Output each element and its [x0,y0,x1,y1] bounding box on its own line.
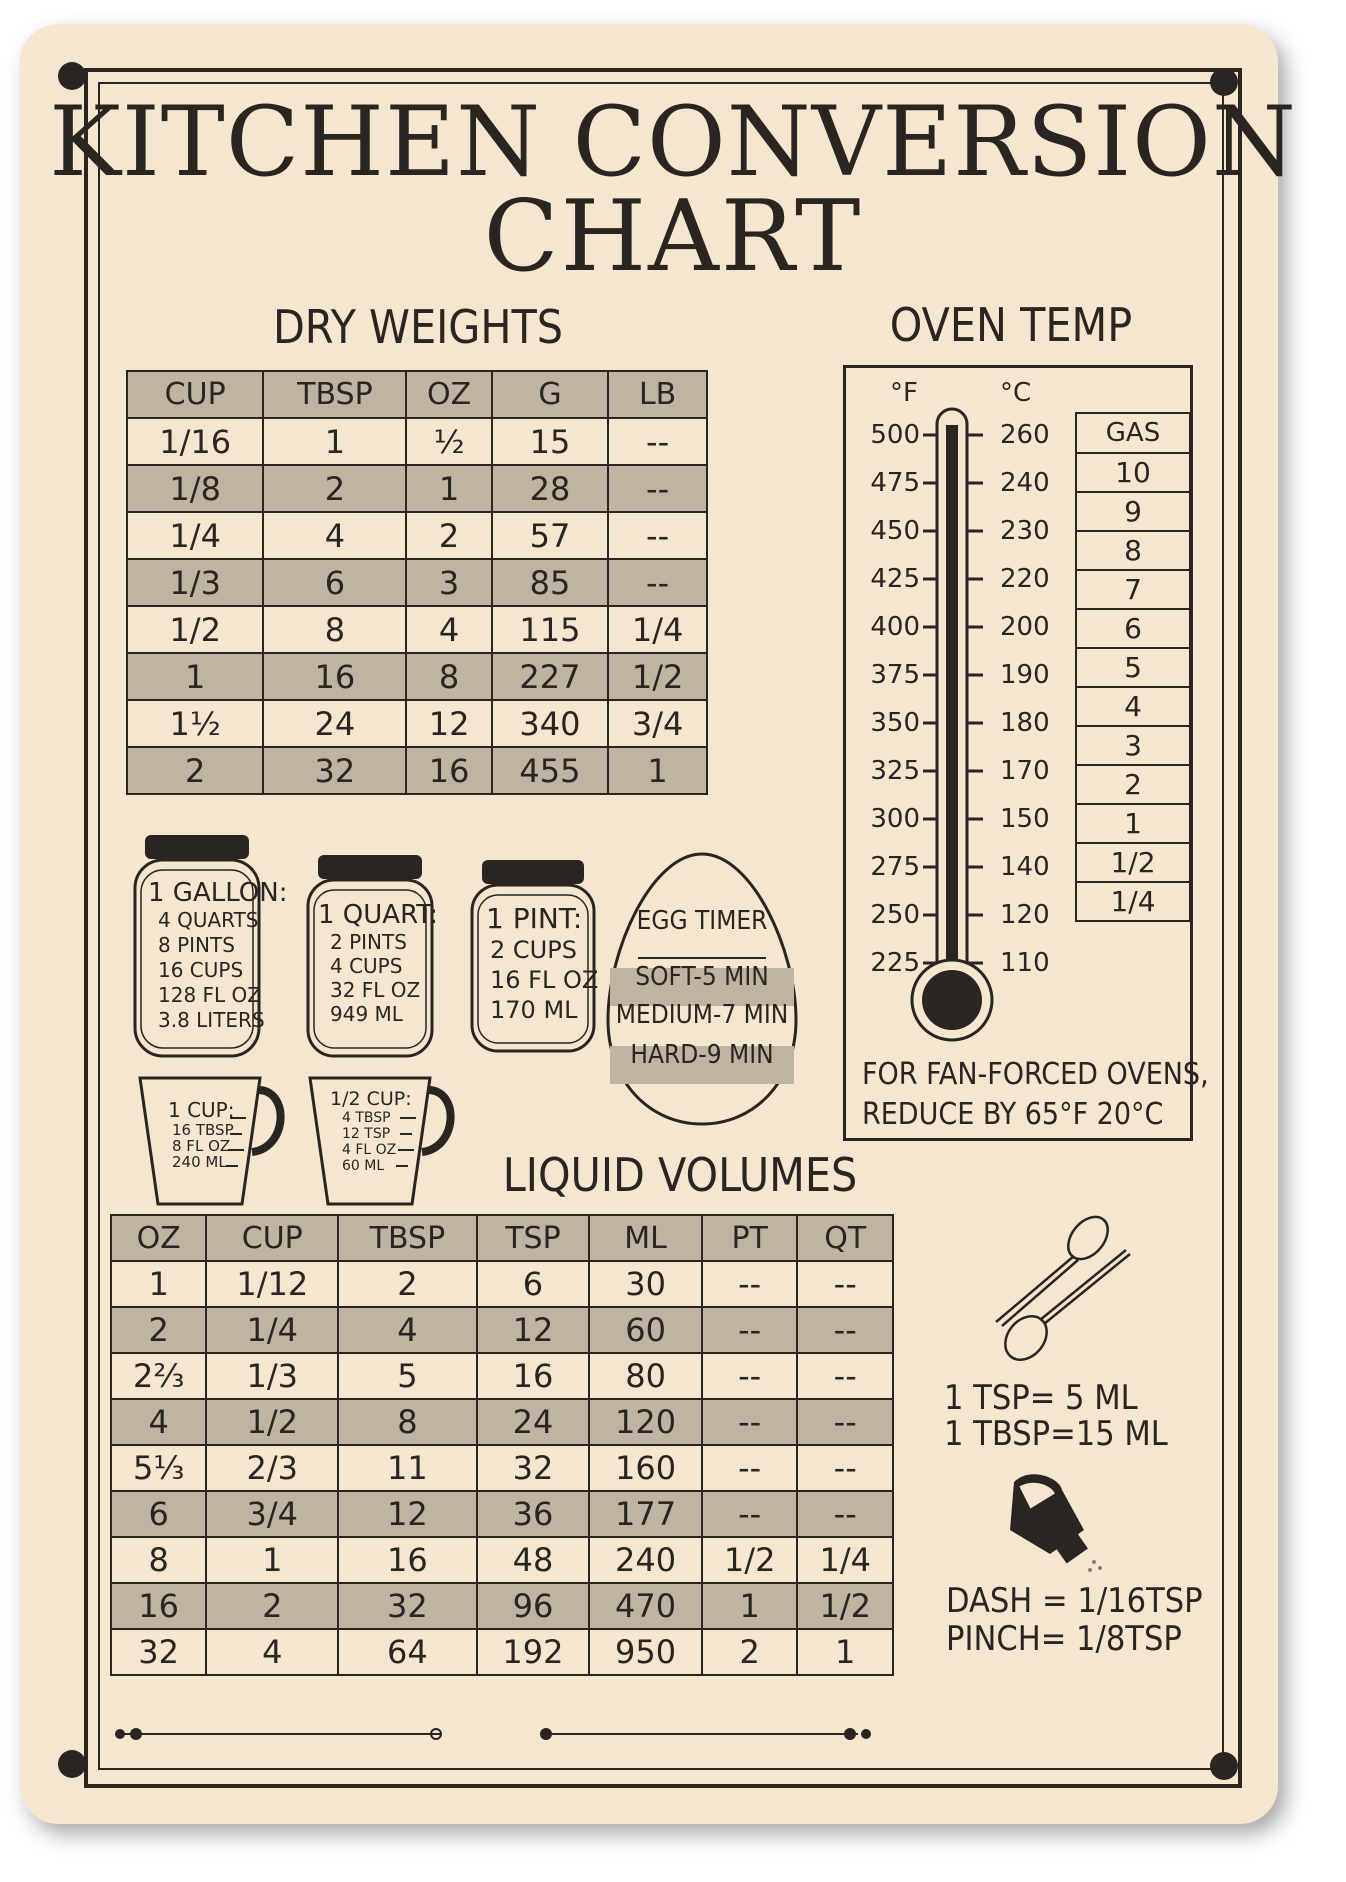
dry-cell: ½ [406,418,491,465]
liquid-cell: -- [702,1353,798,1399]
half-cup-equivalent: 4 FL OZ [342,1142,397,1158]
liquid-cell: 16 [111,1583,206,1629]
quart-equivalent: 4 CUPS [330,954,403,978]
dry-cell: 1 [263,418,406,465]
fahrenheit-tick: 400 [870,612,920,642]
table-row [127,700,707,747]
dry-header-cup: CUP [127,371,263,418]
liquid-cell: -- [797,1353,893,1399]
liquid-cell: 36 [477,1491,590,1537]
liquid-cell: 96 [477,1583,590,1629]
liquid-cell: 1/3 [206,1353,338,1399]
liquid-cell: -- [702,1445,798,1491]
rivet-bottom-right [1210,1752,1238,1780]
pint-equivalent: 170 ML [490,996,578,1024]
liquid-cell: 1/2 [206,1399,338,1445]
gas-mark: 6 [1076,609,1190,648]
dry-cell: 8 [263,606,406,653]
dry-cell: 24 [263,700,406,747]
liquid-cell: -- [702,1307,798,1353]
egg-soft: SOFT-5 MIN [635,962,769,992]
liquid-cell: 1/2 [797,1583,893,1629]
dry-cell: 4 [263,512,406,559]
dry-cell: 1 [406,465,491,512]
one-cup-equivalent: 240 ML [172,1153,227,1171]
table-row [111,1307,893,1353]
liquid-cell: -- [702,1261,798,1307]
liquid-cell: 160 [589,1445,702,1491]
celsius-tick: 150 [1000,804,1050,834]
quart-equivalent: 32 FL OZ [330,978,421,1002]
table-row [127,606,707,653]
liquid-cell: 5⅓ [111,1445,206,1491]
one-cup-title: 1 CUP: [168,1098,235,1122]
salt-shaker-icon [990,1470,1110,1580]
dry-cell: 57 [492,512,608,559]
liquid-cell: 1/12 [206,1261,338,1307]
quart-jar-label [318,900,438,1026]
liquid-cell: 1 [702,1583,798,1629]
dry-cell: 2 [263,465,406,512]
fahrenheit-label: °F [890,378,918,408]
liquid-cell: 12 [477,1307,590,1353]
quart-title: 1 QUART: [318,900,439,930]
pinch-equivalent: PINCH= 1/8TSP [946,1619,1182,1659]
table-row [127,512,707,559]
dry-cell: 8 [406,653,491,700]
dry-cell: 1/8 [127,465,263,512]
celsius-tick: 240 [1000,468,1050,498]
dry-cell: 4 [406,606,491,653]
fahrenheit-tick: 425 [870,564,920,594]
table-row [111,1537,893,1583]
dry-weights-heading: DRY WEIGHTS [272,300,564,354]
dry-cell: 1/2 [608,653,707,700]
liquid-volumes-table [110,1214,894,1676]
liquid-cell: 950 [589,1629,702,1675]
liquid-cell: 2 [206,1583,338,1629]
gallon-equivalent: 3.8 LITERS [158,1008,265,1032]
liquid-cell: 470 [589,1583,702,1629]
half-cup-equivalent: 4 TBSP [342,1110,391,1126]
table-row [111,1261,893,1307]
fahrenheit-tick: 225 [870,948,920,978]
liquid-cell: 11 [338,1445,476,1491]
dry-cell: 115 [492,606,608,653]
quart-equivalent: 2 PINTS [330,930,407,954]
spoon-equivalents [944,1380,1168,1452]
table-row [127,653,707,700]
dry-header-g: G [492,371,608,418]
liquid-cell: 16 [477,1353,590,1399]
one-cup-label [168,1098,234,1170]
dry-cell: 340 [492,700,608,747]
liquid-cell: 8 [338,1399,476,1445]
liquid-header-cup: CUP [206,1215,338,1261]
liquid-cell: 12 [338,1491,476,1537]
dry-cell: -- [608,465,707,512]
liquid-cell: -- [797,1445,893,1491]
dry-cell: 1/4 [127,512,263,559]
dry-cell: 16 [263,653,406,700]
dry-cell: 1 [608,747,707,794]
liquid-cell: 6 [111,1491,206,1537]
celsius-tick: 110 [1000,948,1050,978]
liquid-cell: 32 [477,1445,590,1491]
liquid-cell: 60 [589,1307,702,1353]
celsius-tick: 180 [1000,708,1050,738]
liquid-cell: 80 [589,1353,702,1399]
liquid-cell: 4 [111,1399,206,1445]
bottom-ornament [110,1718,880,1748]
title-line-1: KITCHEN CONVERSION [49,86,1297,198]
dry-cell: 1/16 [127,418,263,465]
liquid-volumes-heading: LIQUID VOLUMES [502,1148,858,1202]
celsius-tick: 120 [1000,900,1050,930]
egg-medium: MEDIUM-7 MIN [615,1000,789,1030]
table-row [127,465,707,512]
dry-cell: 28 [492,465,608,512]
dry-weights-table [126,370,708,795]
table-row [127,418,707,465]
liquid-cell: -- [702,1491,798,1537]
liquid-cell: 3/4 [206,1491,338,1537]
title-line-2: CHART [483,180,863,294]
liquid-cell: 1 [797,1629,893,1675]
dry-cell: 2 [127,747,263,794]
liquid-header-qt: QT [797,1215,893,1261]
dry-cell: 1/3 [127,559,263,606]
gallon-equivalent: 4 QUARTS [158,908,259,932]
dry-cell: 1½ [127,700,263,747]
liquid-cell: 32 [111,1629,206,1675]
table-row [111,1399,893,1445]
dash-pinch-equivalents [946,1582,1203,1658]
liquid-cell: -- [797,1261,893,1307]
gallon-title: 1 GALLON: [148,878,288,908]
dry-cell: 2 [406,512,491,559]
quart-equivalent: 949 ML [330,1002,403,1026]
fahrenheit-tick: 325 [870,756,920,786]
table-row [111,1491,893,1537]
celsius-tick: 190 [1000,660,1050,690]
liquid-cell: 30 [589,1261,702,1307]
gallon-equivalent: 8 PINTS [158,933,235,957]
gas-mark: 4 [1076,687,1190,726]
gas-mark: 7 [1076,570,1190,609]
liquid-header-oz: OZ [111,1215,206,1261]
fan-note-line-1: FOR FAN-FORCED OVENS, [862,1057,1209,1092]
egg-timer-title: EGG TIMER [636,906,768,936]
liquid-cell: 4 [338,1307,476,1353]
celsius-tick: 230 [1000,516,1050,546]
table-row [111,1445,893,1491]
half-cup-equivalent: 60 ML [342,1158,385,1174]
dry-cell: 15 [492,418,608,465]
liquid-cell: 48 [477,1537,590,1583]
gas-mark: 10 [1076,453,1190,492]
liquid-cell: 2/3 [206,1445,338,1491]
gas-mark: 2 [1076,765,1190,804]
liquid-cell: 1/4 [797,1537,893,1583]
egg-hard: HARD-9 MIN [630,1040,774,1070]
dry-header-lb: LB [608,371,707,418]
celsius-label: °C [1000,378,1032,408]
egg-timer-text [602,906,802,1070]
spoons-icon [992,1212,1142,1372]
liquid-cell: -- [797,1399,893,1445]
dry-cell: -- [608,559,707,606]
dash-equivalent: DASH = 1/16TSP [946,1581,1203,1621]
celsius-tick: 170 [1000,756,1050,786]
fahrenheit-tick: 450 [870,516,920,546]
gallon-jar-label [148,878,287,1033]
liquid-cell: 2⅔ [111,1353,206,1399]
table-row [127,559,707,606]
liquid-cell: -- [702,1399,798,1445]
dry-cell: 455 [492,747,608,794]
dry-cell: 16 [406,747,491,794]
dry-cell: 227 [492,653,608,700]
liquid-cell: -- [797,1491,893,1537]
pint-jar-label [486,902,598,1025]
gas-mark: 1/4 [1076,882,1190,921]
liquid-cell: 4 [206,1629,338,1675]
half-cup-equivalent: 12 TSP [342,1126,391,1142]
table-row [111,1353,893,1399]
celsius-tick: 140 [1000,852,1050,882]
gallon-equivalent: 128 FL OZ [158,983,261,1007]
gas-mark: 1/2 [1076,843,1190,882]
celsius-tick: 220 [1000,564,1050,594]
dry-cell: -- [608,512,707,559]
pint-equivalent: 16 FL OZ [490,966,599,994]
liquid-header-tbsp: TBSP [338,1215,476,1261]
dry-cell: -- [608,418,707,465]
dry-cell: 1 [127,653,263,700]
liquid-cell: 64 [338,1629,476,1675]
celsius-tick: 260 [1000,420,1050,450]
tbsp-equivalent: 1 TBSP=15 ML [944,1414,1168,1454]
dry-cell: 3/4 [608,700,707,747]
dry-cell: 32 [263,747,406,794]
liquid-cell: 1 [111,1261,206,1307]
liquid-cell: 8 [111,1537,206,1583]
table-row [127,747,707,794]
liquid-cell: 6 [477,1261,590,1307]
dry-cell: 1/2 [127,606,263,653]
fahrenheit-tick: 500 [870,420,920,450]
liquid-cell: 24 [477,1399,590,1445]
pint-equivalent: 2 CUPS [490,936,577,964]
gas-table [1075,412,1191,922]
oven-temp-heading: OVEN TEMP [889,298,1133,352]
celsius-tick: 200 [1000,612,1050,642]
gas-mark: 3 [1076,726,1190,765]
liquid-cell: -- [797,1307,893,1353]
fan-note-line-2: REDUCE BY 65°F 20°C [862,1097,1164,1132]
tsp-equivalent: 1 TSP= 5 ML [944,1378,1138,1418]
dry-cell: 85 [492,559,608,606]
liquid-header-pt: PT [702,1215,798,1261]
liquid-header-ml: ML [589,1215,702,1261]
dry-cell: 3 [406,559,491,606]
table-row [111,1583,893,1629]
gas-mark: 1 [1076,804,1190,843]
dry-header-tbsp: TBSP [263,371,406,418]
liquid-cell: 177 [589,1491,702,1537]
liquid-cell: 2 [702,1629,798,1675]
fahrenheit-tick: 350 [870,708,920,738]
liquid-cell: 1 [206,1537,338,1583]
one-cup-equivalent: 16 TBSP [172,1121,234,1139]
liquid-cell: 192 [477,1629,590,1675]
gas-mark: 9 [1076,492,1190,531]
fahrenheit-tick: 300 [870,804,920,834]
pint-title: 1 PINT: [486,902,583,935]
gas-header: GAS [1076,413,1190,453]
fan-forced-note [862,1055,1209,1135]
half-cup-title: 1/2 CUP: [330,1088,412,1110]
fahrenheit-tick: 475 [870,468,920,498]
liquid-cell: 1/4 [206,1307,338,1353]
gas-mark: 5 [1076,648,1190,687]
dry-header-oz: OZ [406,371,491,418]
gallon-equivalent: 16 CUPS [158,958,244,982]
dry-cell: 6 [263,559,406,606]
table-row [111,1629,893,1675]
dry-cell: 1/4 [608,606,707,653]
liquid-cell: 32 [338,1583,476,1629]
liquid-header-tsp: TSP [477,1215,590,1261]
dry-cell: 12 [406,700,491,747]
liquid-cell: 1/2 [702,1537,798,1583]
fahrenheit-tick: 250 [870,900,920,930]
liquid-cell: 240 [589,1537,702,1583]
one-cup-equivalent: 8 FL OZ [172,1137,231,1155]
fahrenheit-tick: 275 [870,852,920,882]
rivet-bottom-left [58,1750,86,1778]
fahrenheit-tick: 375 [870,660,920,690]
liquid-cell: 5 [338,1353,476,1399]
gas-mark: 8 [1076,531,1190,570]
half-cup-label [330,1088,412,1174]
liquid-cell: 120 [589,1399,702,1445]
liquid-cell: 2 [111,1307,206,1353]
liquid-cell: 2 [338,1261,476,1307]
liquid-cell: 16 [338,1537,476,1583]
